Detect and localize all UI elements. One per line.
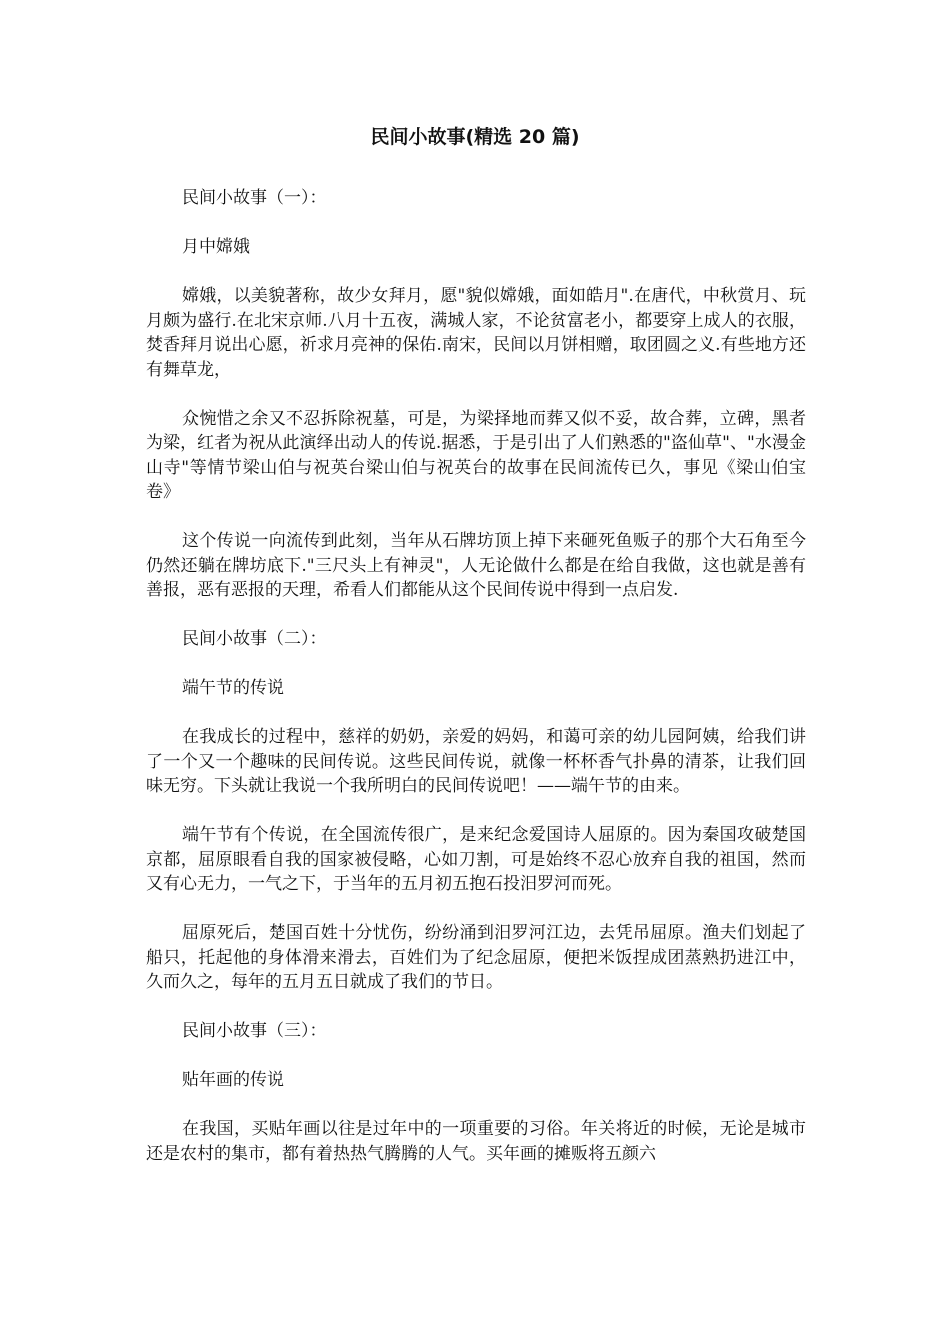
body-paragraph: 屈原死后，楚国百姓十分忧伤，纷纷涌到汨罗河江边，去凭吊屈原。渔夫们划起了船只，托起他的身体滑来滑去，百姓们为了纪念屈原，便把米饭捏成团蒸熟扔进江中，久而久之，每年的五月五日就成了我们的节日。 xyxy=(146,923,806,992)
body-paragraph: 在我成长的过程中，慈祥的奶奶，亲爱的妈妈，和蔼可亲的幼儿园阿姨，给我们讲了一个又一个趣味的民间传说。这些民间传说，就像一杯杯香气扑鼻的清茶，让我们回味无穷。下头就让我说一个我所明白的民间传说吧！——端午节的由来。 xyxy=(146,727,806,796)
story-title-3: 贴年画的传说 xyxy=(182,1070,284,1090)
body-paragraph: 这个传说一向流传到此刻，当年从石牌坊顶上掉下来砸死鱼贩子的那个大石角至今仍然还躺在牌坊底下."三尺头上有神灵"，人无论做什么都是在给自我做，这也就是善有善报，恶有恶报的天理，希看人们都能从这个民间传说中得到一点启发. xyxy=(146,531,806,600)
body-paragraph: 端午节有个传说，在全国流传很广，是来纪念爱国诗人屈原的。因为秦国攻破楚国京都，屈原眼看自我的国家被侵略，心如刀割，可是始终不忍心放弃自我的祖国，然而又有心无力，一气之下，于当年的五月初五抱石投汨罗河而死。 xyxy=(146,825,806,894)
section-heading-1: 民间小故事（一）： xyxy=(182,188,327,208)
document-body xyxy=(146,186,806,1191)
story-title-1: 月中嫦娥 xyxy=(182,237,250,257)
body-paragraph: 嫦娥，以美貌著称，故少女拜月，愿"貌似嫦娥，面如皓月".在唐代，中秋赏月、玩月颇为盛行.在北宋京师.八月十五夜，满城人家，不论贫富老小，都要穿上成人的衣服，焚香拜月说出心愿，祈求月亮神的保佑.南宋，民间以月饼相赠，取团圆之义.有些地方还有舞草龙， xyxy=(146,286,806,380)
body-paragraph: 在我国，买贴年画以往是过年中的一项重要的习俗。年关将近的时候，无论是城市还是农村的集市，都有着热热气腾腾的人气。买年画的摊贩将五颜六 xyxy=(146,1119,806,1164)
story-title-2: 端午节的传说 xyxy=(182,678,284,698)
document-title: 民间小故事(精选 20 篇) xyxy=(370,126,580,148)
section-heading-2: 民间小故事（二）： xyxy=(182,629,327,649)
section-heading-3: 民间小故事（三）： xyxy=(182,1021,327,1041)
body-paragraph: 众惋惜之余又不忍拆除祝墓，可是，为梁择地而葬又似不妥，故合葬，立碑，黑者为梁，红者为祝从此演绎出动人的传说.据悉，于是引出了人们熟悉的"盗仙草"、"水漫金山寺"等情节梁山伯与祝英台梁山伯与祝英台的故事在民间流传已久，事见《梁山伯宝卷》 xyxy=(146,408,806,502)
